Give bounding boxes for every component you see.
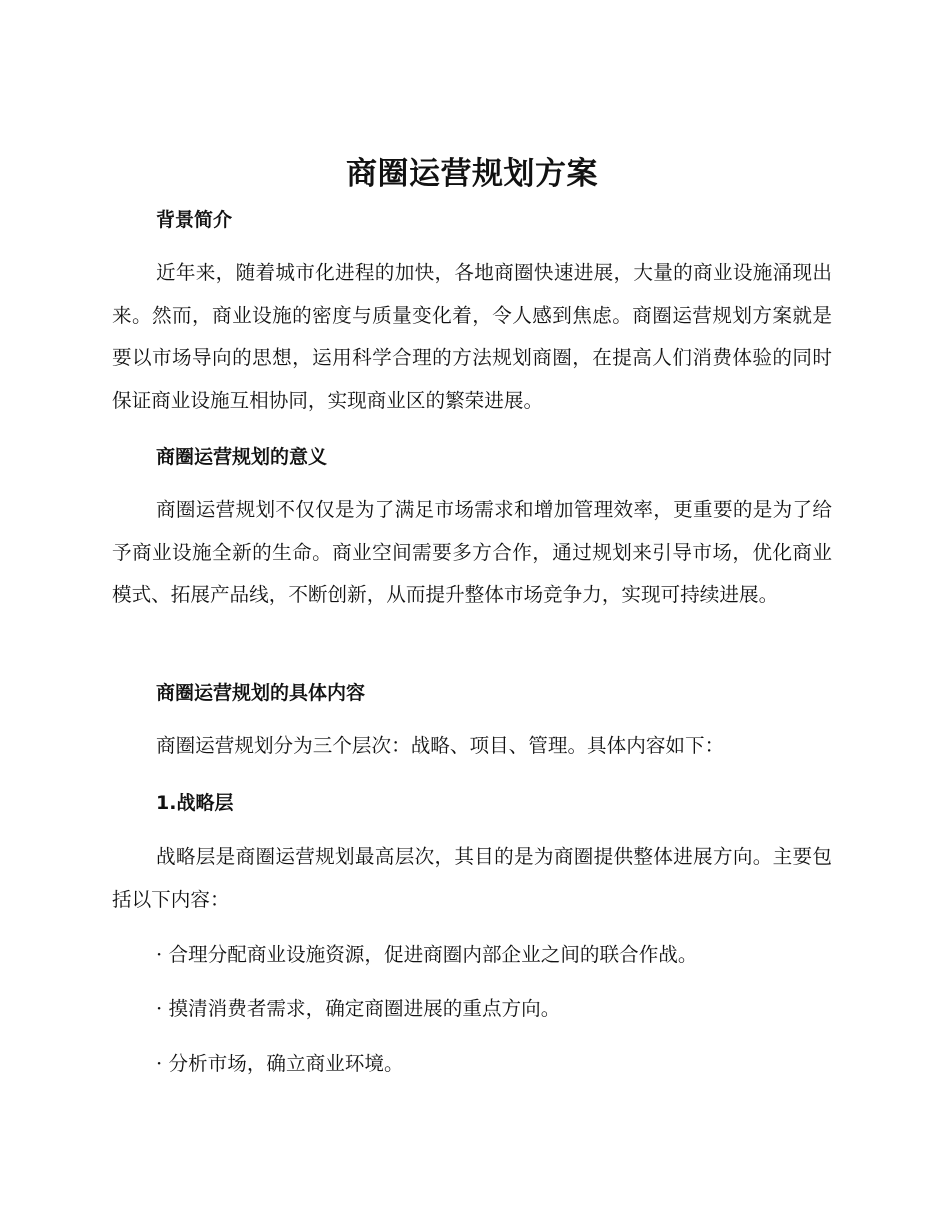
section-body-significance: 商圈运营规划不仅仅是为了满足市场需求和增加管理效率，更重要的是为了给予商业设施全新的生命。商业空间需要多方合作，通过规划来引导市场，优化商业模式、拓展产品线，不断创新，从而提升整体市场竞争力，实现可持续进展。: [112, 498, 832, 606]
section-body-background: 近年来，随着城市化进程的加快，各地商圈快速进展，大量的商业设施涌现出来。然而，商业设施的密度与质量变化着，令人感到焦虑。商圈运营规划方案就是要以市场导向的思想，运用科学合理的方法规划商圈，在提高人们消费体验的同时保证商业设施互相协同，实现商业区的繁荣进展。: [112, 261, 832, 412]
bullet-item: · 合理分配商业设施资源，促进商圈内部企业之间的联合作战。: [156, 943, 698, 966]
section-heading-background: 背景简介: [156, 209, 233, 231]
bullet-item: · 摸清消费者需求，确定商圈进展的重点方向。: [156, 997, 561, 1020]
section-heading-strategy: 1.战略层: [156, 792, 234, 814]
document-page: [112, 0, 832, 1230]
bullet-item: · 分析市场，确立商业环境。: [156, 1052, 404, 1075]
section-body-strategy: 战略层是商圈运营规划最高层次，其目的是为商圈提供整体进展方向。主要包括以下内容：: [112, 845, 832, 911]
section-body-content: 商圈运营规划分为三个层次：战略、项目、管理。具体内容如下：: [156, 734, 725, 757]
document-title: 商圈运营规划方案: [346, 156, 598, 192]
section-heading-significance: 商圈运营规划的意义: [156, 446, 328, 468]
section-heading-content: 商圈运营规划的具体内容: [156, 682, 366, 704]
